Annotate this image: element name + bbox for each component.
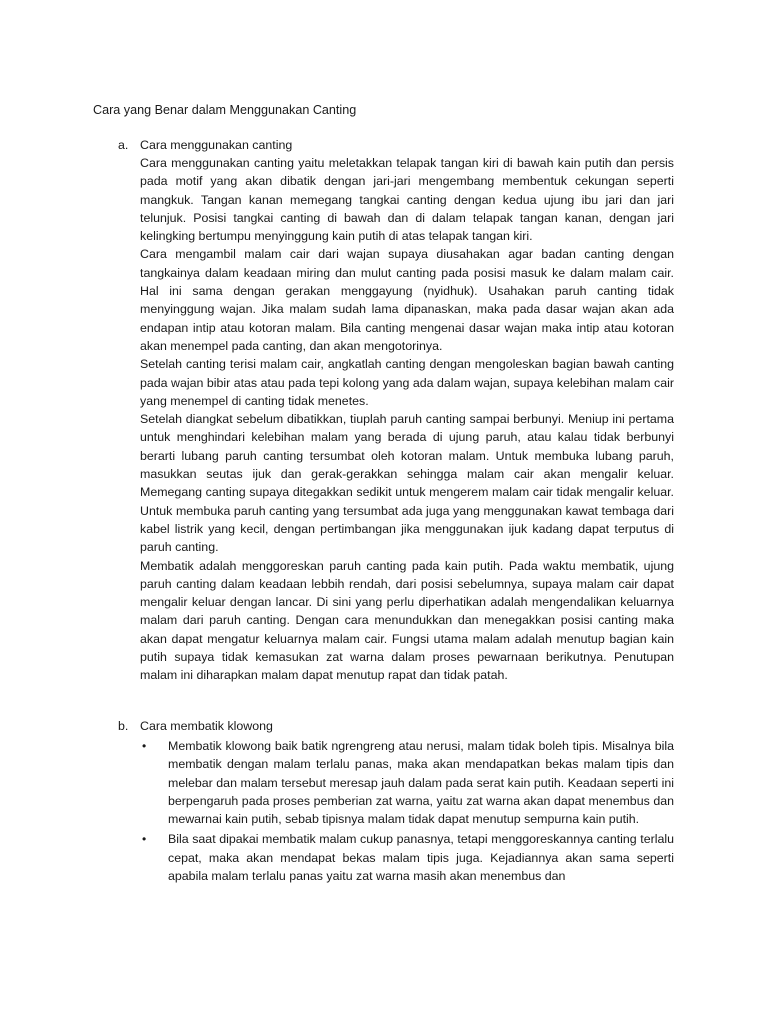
paragraph-membatik: Membatik adalah menggoreskan paruh canting pada kain putih. Pada waktu membatik, ujung paruh canting dalam keadaan lebbih rendah, dari posisi sebelumnya, supaya malam cair dapat mengalir keluar dengan lancar. Di sini yang perlu diperhatikan adalah mengendalikan keluarnya malam dari paruh canting. Dengan cara menundukkan dan menegakkan posisi canting maka akan dapat mengatur keluarnya malam cair. Fungsi utama malam adalah menutup bagian kain putih supaya tidak kemasukan zat warna dalam proses pewarnaan berikutnya. Penutupan malam ini diharapkan malam dapat menutup rapat dan tidak patah. xyxy=(140,558,674,683)
section-a-label: a. xyxy=(118,138,129,152)
bullet-list xyxy=(140,737,674,887)
paragraph-take-wax: Cara mengambil malam cair dari wajan supaya diusahakan agar badan canting dengan tangkainya dalam keadaan miring dan mulut canting pada posisi masuk ke dalam malam cair. Hal ini sama dengan gerakan menggayung (nyidhuk). Usahakan paruh canting tidak menyinggung wajan. Jika malam sudah lama dipanaskan, maka pada dasar wajan akan ada endapan intip atau kotoran malam. Bila canting mengenai dasar wajan maka intip atau kotoran akan menempel pada canting, dan akan mengotorinya. xyxy=(140,247,674,353)
section-a-body xyxy=(140,154,674,685)
paragraph-blow-spout: Setelah diangkat sebelum dibatikkan, tiuplah paruh canting sampai berbunyi. Meniup ini pertama untuk menghindari kelebihan malam yang berada di ujung paruh, atau kalau tidak berbunyi berarti lubang paruh canting tersumbat oleh kotoran malam. Untuk membuka lubang paruh, masukkan seutas ijuk dan gerak-gerakkan sehingga malam cair akan mengalir keluar. Memegang canting supaya ditegakkan sedikit untuk mengerem malam cair tidak mengalir keluar. Untuk membuka paruh canting yang tersumbat ada juga yang menggunakan kawat tembaga dari kabel listrik yang kecil, dengan pertimbangan jika menggunakan ijuk kadang dapat terputus di paruh canting. xyxy=(140,412,674,555)
bullet-icon: • xyxy=(142,832,147,847)
section-b-label: b. xyxy=(118,719,129,733)
bullet-item xyxy=(140,830,674,885)
bullet-text: Membatik klowong baik batik ngrengreng atau nerusi, malam tidak boleh tipis. Misalnya bila membatik dengan malam terlalu panas, maka akan mendapatkan bekas malam tipis dan melebar dan malam tersebut meresap jauh dalam pada serat kain putih. Keadaan seperti ini berpengaruh pada proses pemberian zat warna, yaitu zat warna akan dapat menembus dan mewarnai kain putih, sebab tipisnya malam tidak dapat menutup sempurna kain putih. xyxy=(168,739,674,827)
section-a-title: Cara menggunakan canting xyxy=(140,138,293,152)
paragraph-hold-canting: Cara menggunakan canting yaitu meletakkan telapak tangan kiri di bawah kain putih dan persis pada motif yang akan dibatik dengan jari-jari mengembang membentuk cekungan seperti mangkuk. Tangan kanan memegang tangkai canting dengan kedua ujung ibu jari dan jari telunjuk. Posisi tangkai canting di bawah dan di dalam telapak tangan kanan, dengan jari kelingking bertumpu menyinggung kain putih di atas telapak tangan kiri. xyxy=(140,156,674,244)
section-b-title: Cara membatik klowong xyxy=(140,719,273,733)
paragraph-lift-canting: Setelah canting terisi malam cair, angkatlah canting dengan mengoleskan bagian bawah canting pada wajan bibir atas atau pada tepi kolong yang ada dalam wajan, supaya kelebihan malam cair yang menempel di canting tidak menetes. xyxy=(140,357,674,408)
bullet-icon: • xyxy=(142,739,147,753)
document-title: Cara yang Benar dalam Menggunakan Canting xyxy=(93,103,357,117)
bullet-item xyxy=(140,737,674,828)
bullet-text: Bila saat dipakai membatik malam cukup panasnya, tetapi menggoreskannya canting terlalu cepat, maka akan mendapat bekas malam tipis juga. Kejadiannya akan sama seperti apabila malam terlalu panas yaitu zat warna masih akan menembus dan xyxy=(168,832,674,884)
